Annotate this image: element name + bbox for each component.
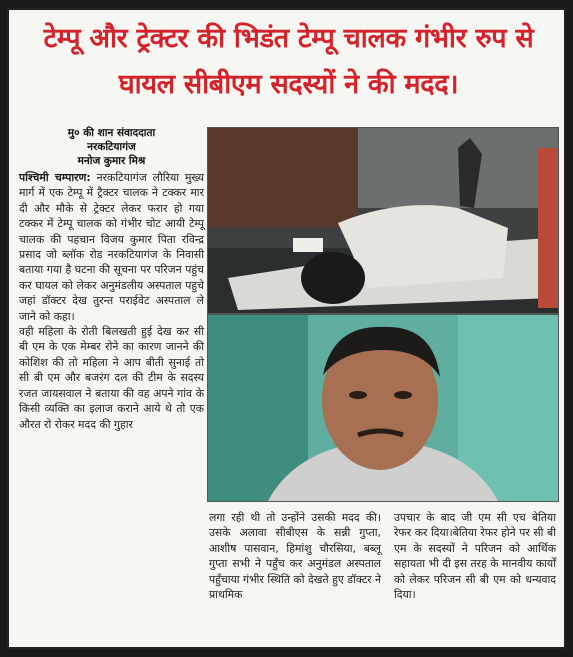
byline-reporter-org: मु० की शान संवाददाता <box>67 127 156 139</box>
paragraph-1-text: नरकटियागंज लौरिया मुख्य मार्ग में एक टेम्पू में ट्रैक्टर चालक ने टक्कर मार दी और मौके से ट्रेक्टर लेकर फरार हो गया टक्कर में टेम्पू चालक को गंभीर चोट आयी टेम्पू चालक की पहचान विजय कुमार पिता रविन्द्र प्रसाद जो ब्लॉक रोड नरकटियागंज के निवासी बताया गया है घटना की सूचना पर परिजन पहुंच कर घायल को लेकर अनुमंडलीय अस्पताल पहुचे जहां डॉक्टर देख तुरन्त पराईवेट अस्पताल ले जाने को कहा। <box>19 171 205 323</box>
photo-injured-driver <box>207 127 559 314</box>
byline-location: नरकटियागंज <box>87 141 136 153</box>
dateline-place: पश्चिमी चम्पारण: <box>19 171 91 184</box>
article-column-2 <box>209 510 381 602</box>
article-column-3 <box>394 510 556 602</box>
news-clipping <box>7 8 566 649</box>
article-paragraph-2: वही महिला के रोती बिलखती हुई देख कर सी बी एम के एक मेम्बर रोने का कारण जानने की कोशिश की तो महिला ने आप बीती सुनाई तो सी बी एम और बजरंग दल की टीम के सदस्य रजत जायसवाल ने बताया की वह अपने गांव के किसी व्यक्ति का इलाज कराने आये थे तो एक औरत रो रोकर मदद की गुहार <box>19 325 204 431</box>
headline: टेम्पू और ट्रेक्टर की भिडंत टेम्पू चालक गंभीर रुप से घायल सीबीएम सदस्यों ने की मदद। <box>43 23 534 100</box>
photo-cbm-member <box>207 314 559 502</box>
article-column-1 <box>19 170 204 432</box>
article-paragraph-3: लगा रही थी तो उन्होंने उसकी मदद की। उसके अलावा सीबीएस के सन्नी गुप्ता, आशीष पासवान, हिमांशु चौरसिया, बब्लू गुप्ता सभी ने पहुँच कर अनुमंडल अस्पताल पहुँचाया गंभीर स्थिति को देखते हुए डॉक्टर ने प्राथमिक <box>209 511 381 602</box>
article-paragraph-4: उपचार के बाद जी एम सी एच बेतिया रेफर कर दिया।बेतिया रेफर होने पर सी बी एम के सदस्यों ने परिजन को आर्थिक सहायता भी दी इस तरह के मानवीय कार्यों को लेकर परिजन सी बी एम को धन्यवाद दिया। <box>394 511 556 602</box>
byline <box>19 126 204 168</box>
article-paragraph-1 <box>19 170 204 324</box>
byline-reporter-name: मनोज कुमार मिश्र <box>77 155 146 167</box>
